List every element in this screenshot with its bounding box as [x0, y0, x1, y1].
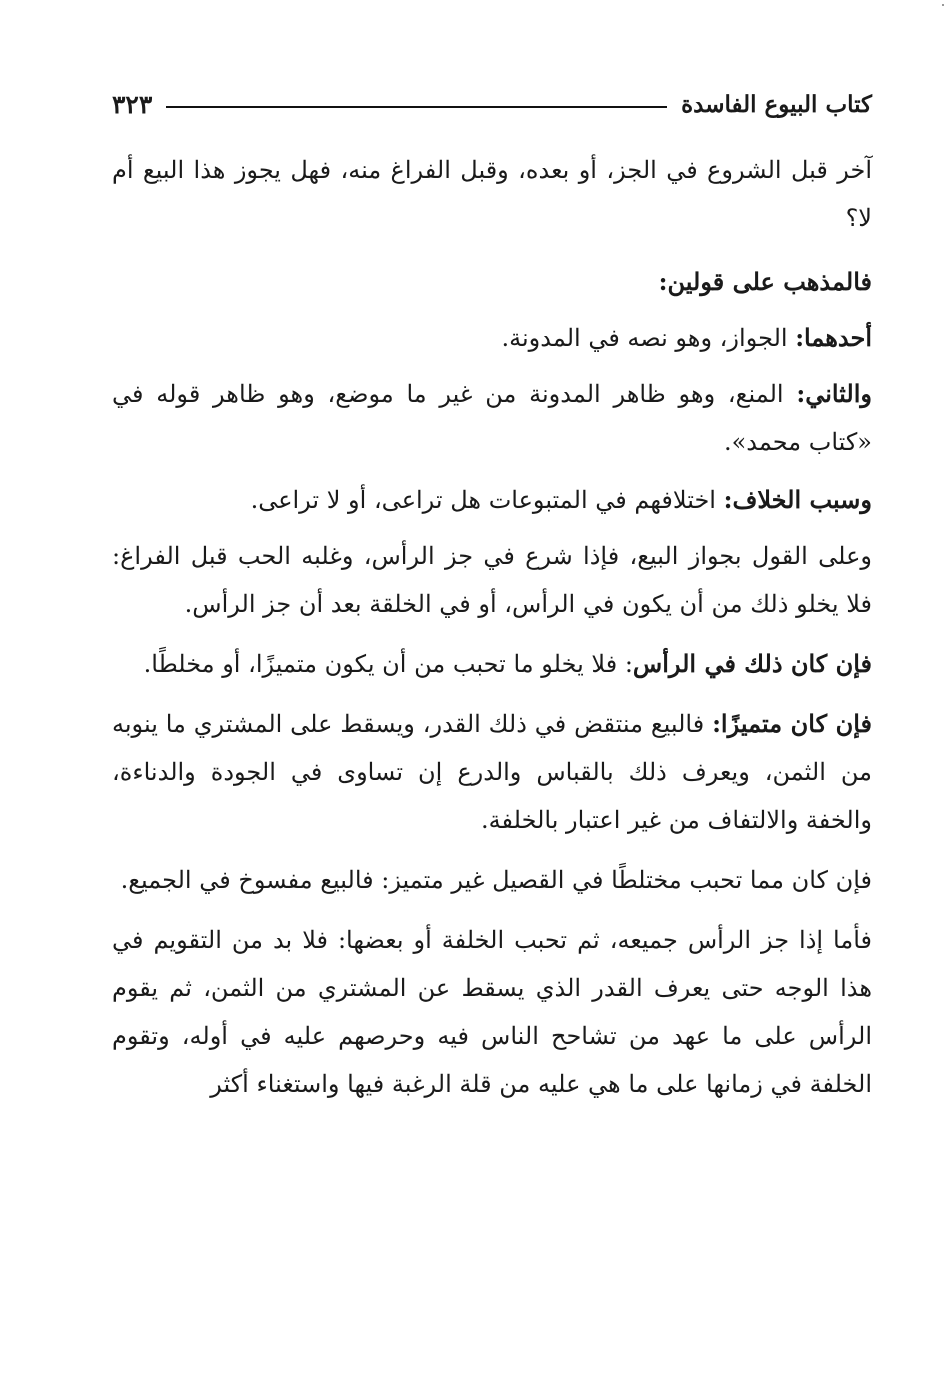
- paragraph-text: آخر قبل الشروع في الجز، أو بعده، وقبل الفراغ منه، فهل يجوز هذا البيع أم لا؟: [112, 156, 872, 232]
- paragraph-4: [112, 370, 872, 466]
- paragraph-lead: وسبب الخلاف:: [723, 485, 872, 514]
- paragraph-6: [112, 532, 872, 628]
- paragraph-7: [112, 640, 872, 688]
- paragraph-text: وعلى القول بجواز البيع، فإذا شرع في جز الرأس، وغلبه الحب قبل الفراغ: فلا يخلو ذلك من أن يكون في الرأس، أو في الخلقة بعد أن جز الرأس.: [112, 542, 872, 618]
- paragraph-lead: فإن كان متميزًا:: [712, 709, 872, 738]
- chapter-title: كتاب البيوع الفاسدة: [681, 90, 872, 118]
- paragraph-5: [112, 476, 872, 524]
- paragraph-lead: والثاني:: [796, 379, 872, 408]
- paragraph-lead: فالمذهب على قولين:: [658, 267, 872, 296]
- page-number: ٣٢٣: [112, 89, 153, 119]
- running-header: [112, 84, 872, 124]
- paragraph-lead: فإن كان ذلك في الرأس: [632, 649, 872, 678]
- header-rule: [166, 106, 667, 108]
- paragraph-text: فأما إذا جز الرأس جميعه، ثم تحبب الخلفة أو بعضها: فلا بد من التقويم في هذا الوجه حتى يعرف القدر الذي يسقط عن المشتري من الثمن، ثم يقوم الرأس على ما عهد من تشاحح الناس فيه وحرصهم عليه في أوله، وتقوم الخلفة في زمانها على ما هي عليه من قلة الرغبة فيها واستغناء أكثر: [112, 926, 872, 1098]
- paragraph-text: اختلافهم في المتبوعات هل تراعى، أو لا تراعى.: [250, 486, 724, 514]
- paragraph-text: المنع، وهو ظاهر المدونة من غير ما موضع، وهو ظاهر قوله في «كتاب محمد».: [112, 380, 872, 456]
- paragraph-1: [112, 146, 872, 242]
- paragraph-9: [112, 856, 872, 904]
- paragraph-3: [112, 314, 872, 362]
- paragraph-text: : فلا يخلو ما تحبب من أن يكون متميزًا، أو مخلطًا.: [143, 650, 633, 678]
- paragraph-8: [112, 700, 872, 844]
- paragraph-text: الجواز، وهو نصه في المدونة.: [501, 324, 796, 352]
- page-body: [112, 146, 872, 1108]
- paragraph-10: [112, 916, 872, 1108]
- scan-speck: [942, 4, 944, 6]
- paragraph-lead: أحدهما:: [795, 323, 872, 352]
- paragraph-2: [112, 258, 872, 306]
- paragraph-text: فإن كان مما تحبب مختلطًا في القصيل غير متميز: فالبيع مفسوخ في الجميع.: [120, 866, 872, 894]
- paragraph-text: فالبيع منتقض في ذلك القدر، ويسقط على المشتري ما ينوبه من الثمن، ويعرف ذلك بالقباس والدرع إن تساوى في الجودة والدناءة، والخفة والالتفاف من غير اعتبار بالخلفة.: [112, 710, 872, 834]
